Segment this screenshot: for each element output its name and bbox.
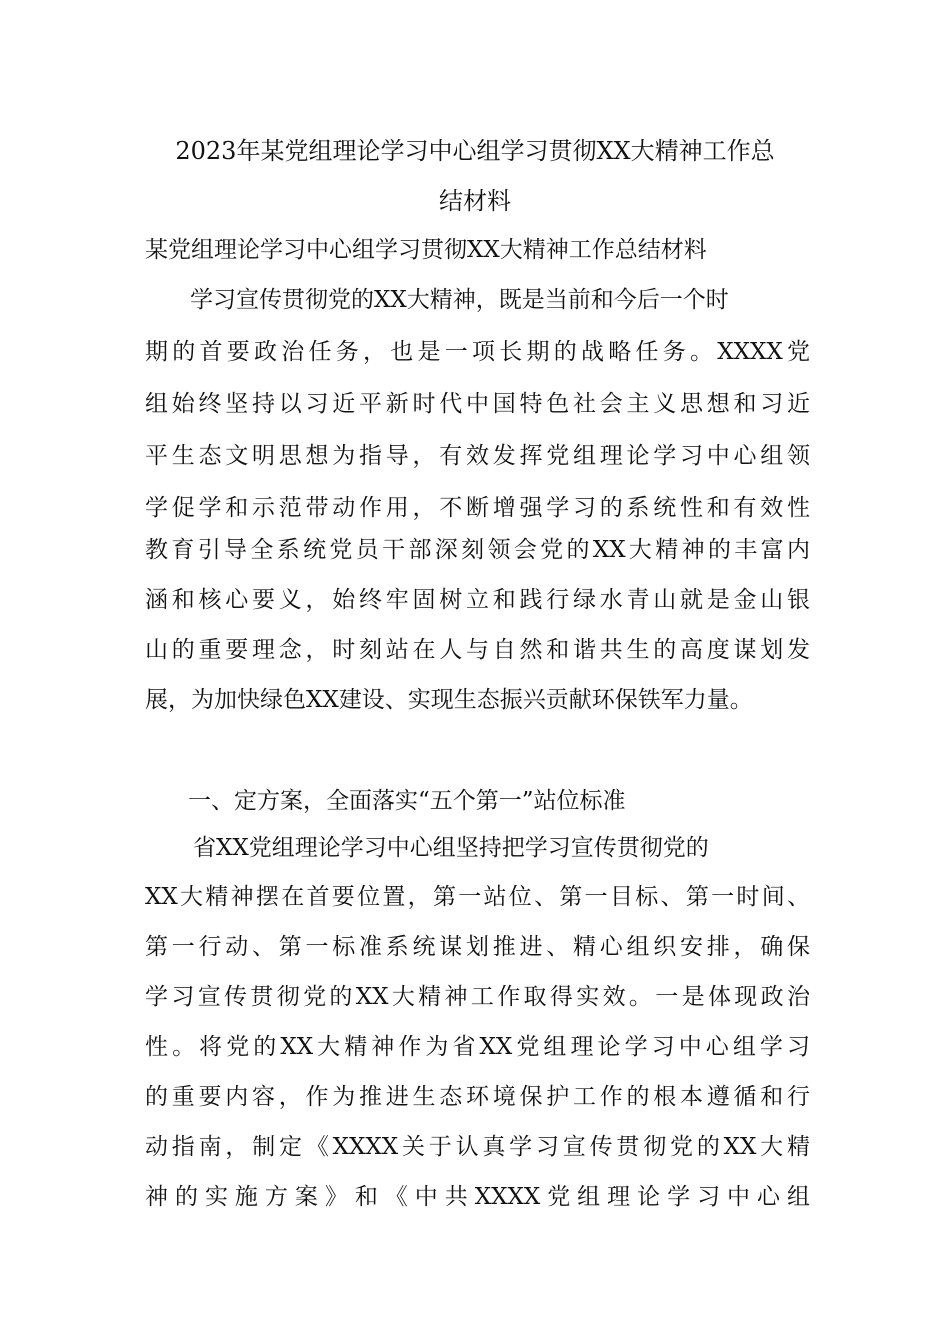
para2-line-1: 省XX党组理论学习中心组坚持把学习宣传贯彻党的 [193, 835, 709, 861]
para1-line-9: 展，为加快绿色XX建设、实现生态振兴贡献环保铁军力量。 [145, 687, 753, 713]
document-subtitle: 某党组理论学习中心组学习贯彻XX大精神工作总结材料 [145, 237, 707, 263]
section-1-heading: 一、定方案，全面落实“五个第一”站位标准 [188, 788, 626, 814]
para1-line-5: 学促学和示范带动作用，不断增强学习的系统性和有效性 [145, 495, 810, 521]
para2-line-3: 第一行动、第一标准系统谋划推进、精心组织安排，确保 [145, 934, 810, 960]
para2-line-7: 动指南，制定《XXXX关于认真学习宣传贯彻党的XX大精 [145, 1134, 810, 1160]
para1-line-1: 学习宣传贯彻党的XX大精神，既是当前和今后一个时 [190, 287, 729, 313]
para2-line-6: 的重要内容，作为推进生态环境保护工作的根本遵循和行 [145, 1084, 810, 1110]
para1-line-2: 期的首要政治任务，也是一项长期的战略任务。XXXX党 [145, 339, 810, 365]
para1-line-8: 山的重要理念，时刻站在人与自然和谐共生的高度谋划发 [145, 637, 810, 663]
para2-line-8: 神的实施方案》和《中共XXXX党组理论学习中心组 [145, 1184, 810, 1210]
document-title-line-1: 2023年某党组理论学习中心组学习贯彻XX大精神工作总 [175, 137, 775, 165]
para1-line-6: 教育引导全系统党员干部深刻领会党的XX大精神的丰富内 [145, 537, 810, 563]
para1-line-7: 涵和核心要义，始终牢固树立和践行绿水青山就是金山银 [145, 587, 810, 613]
para2-line-2: XX大精神摆在首要位置，第一站位、第一目标、第一时间、 [145, 884, 810, 910]
para2-line-4: 学习宣传贯彻党的XX大精神工作取得实效。一是体现政治 [145, 984, 810, 1010]
para1-line-4: 平生态文明思想为指导，有效发挥党组理论学习中心组领 [145, 443, 810, 469]
para1-line-3: 组始终坚持以习近平新时代中国特色社会主义思想和习近 [145, 391, 810, 417]
document-title-line-2: 结材料 [439, 187, 511, 215]
para2-line-5: 性。将党的XX大精神作为省XX党组理论学习中心组学习 [145, 1034, 810, 1060]
